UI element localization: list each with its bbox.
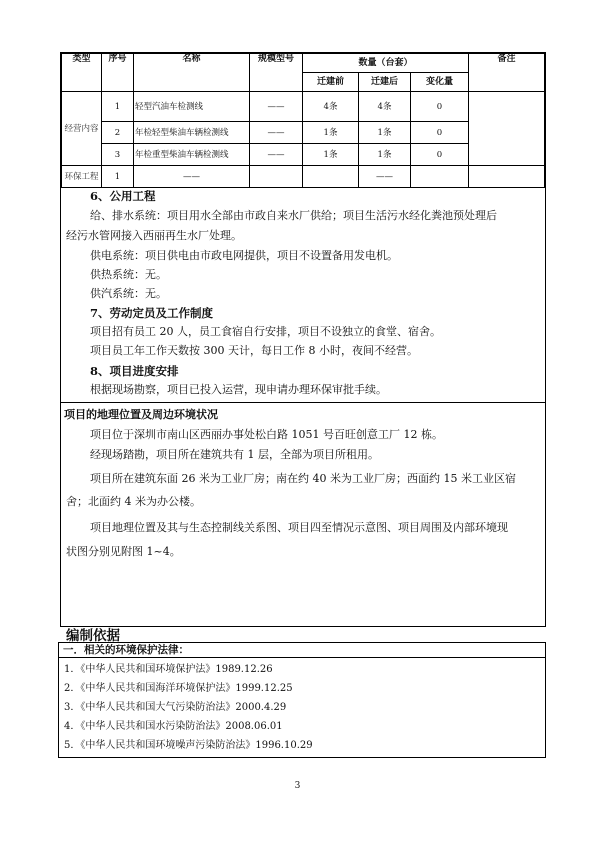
env-row-before: [303, 166, 359, 188]
law-item: 1．《中华人民共和国环境保护法》1989.12.26: [64, 664, 273, 675]
env-row-name: ——: [134, 166, 250, 188]
row-no: 2: [102, 122, 134, 144]
location-line-2: 经现场踏勘，项目所在建筑共有 1 层，全部为项目所租用。: [90, 448, 379, 461]
law-item: 3．《中华人民共和国大气污染防治法》2000.4.29: [64, 702, 287, 713]
row-name: 年检重型柴油车辆检测线: [134, 144, 250, 166]
env-row-after: ——: [359, 166, 411, 188]
row-name: 轻型汽油车检测线: [134, 92, 250, 122]
header-no: 序号: [102, 54, 134, 92]
location-title: 项目的地理位置及周边环境状况: [64, 408, 218, 421]
header-name: 名称: [134, 54, 250, 92]
env-row-spec: [250, 166, 303, 188]
location-line-1: 项目位于深圳市南山区西丽办事处松白路 1051 号百旺创意工厂 12 栋。: [90, 428, 443, 441]
group-env: 环保工程: [62, 166, 102, 188]
row-before: 1条: [303, 122, 359, 144]
row-spec: ——: [250, 122, 303, 144]
row-no: 3: [102, 144, 134, 166]
page-number: 3: [294, 781, 301, 791]
row-before: 4条: [303, 92, 359, 122]
header-remark: 备注: [469, 54, 545, 92]
public-works-title: 6、公用工程: [90, 189, 156, 203]
row-remark: [469, 92, 545, 166]
schedule-line-1: 根据现场勘察，项目已投入运营，现申请办理环保审批手续。: [90, 383, 387, 396]
env-row-remark: [469, 166, 545, 188]
row-change: 0: [411, 122, 469, 144]
env-row-no: 1: [102, 166, 134, 188]
header-change: 变化量: [411, 73, 469, 92]
header-type: 类型: [62, 54, 102, 92]
row-change: 0: [411, 92, 469, 122]
header-before: 迁建前: [303, 73, 359, 92]
header-spec: 规模型号: [250, 54, 303, 92]
location-line-4b: 状图分别见附图 1~4。: [66, 545, 181, 558]
row-before: 1条: [303, 144, 359, 166]
location-line-3a: 项目所在建筑东面 26 米为工业厂房；南在约 40 米为工业厂房；西面约 15 米工业区宿: [90, 472, 516, 485]
location-line-4a: 项目地理位置及其与生态控制线关系图、项目四至情况示意图、项目周围及内部环境现: [90, 521, 508, 534]
law-item: 5．《中华人民共和国环境噪声污染防治法》1996.10.29: [64, 740, 313, 751]
heat-line: 供热系统：无。: [90, 268, 167, 281]
law-list-box: [58, 642, 546, 758]
row-after: 1条: [359, 122, 411, 144]
schedule-title: 8、项目进度安排: [90, 364, 179, 378]
law-item: 4．《中华人民共和国水污染防治法》2008.06.01: [64, 721, 283, 732]
location-line-3b: 舍；北面约 4 米为办公楼。: [66, 495, 201, 508]
row-spec: ——: [250, 144, 303, 166]
power-line: 供电系统：项目供电由市政电网提供，项目不设置备用发电机。: [90, 249, 398, 262]
labor-title: 7、劳动定员及工作制度: [90, 306, 214, 320]
section-divider: [60, 402, 546, 403]
water-line-2: 经污水管网接入西丽再生水厂处理。: [66, 229, 242, 242]
water-line-1: 给、排水系统：项目用水全部由市政自来水厂供给；项目生活污水经化粪池预处理后: [90, 209, 497, 222]
group-business: 经营内容: [62, 92, 102, 166]
law-item: 2．《中华人民共和国海洋环境保护法》1999.12.25: [64, 683, 293, 694]
header-after: 迁建后: [359, 73, 411, 92]
row-name: 年检轻型柴油车辆检测线: [134, 122, 250, 144]
row-change: 0: [411, 144, 469, 166]
labor-line-1: 项目招有员工 20 人，员工食宿自行安排，项目不设独立的食堂、宿舍。: [90, 325, 441, 338]
law-list-subtitle: 一．相关的环境保护法律：: [59, 643, 545, 658]
steam-line: 供汽系统：无。: [90, 287, 167, 300]
row-after: 1条: [359, 144, 411, 166]
basis-title: 编制依据: [66, 628, 120, 644]
row-no: 1: [102, 92, 134, 122]
row-spec: ——: [250, 92, 303, 122]
env-row-change: [411, 166, 469, 188]
row-after: 4条: [359, 92, 411, 122]
header-quantity: 数量（台套）: [303, 54, 469, 73]
labor-line-2: 项目员工年工作天数按 300 天计，每日工作 8 小时，夜间不经营。: [90, 344, 418, 357]
equipment-table: [61, 53, 545, 188]
